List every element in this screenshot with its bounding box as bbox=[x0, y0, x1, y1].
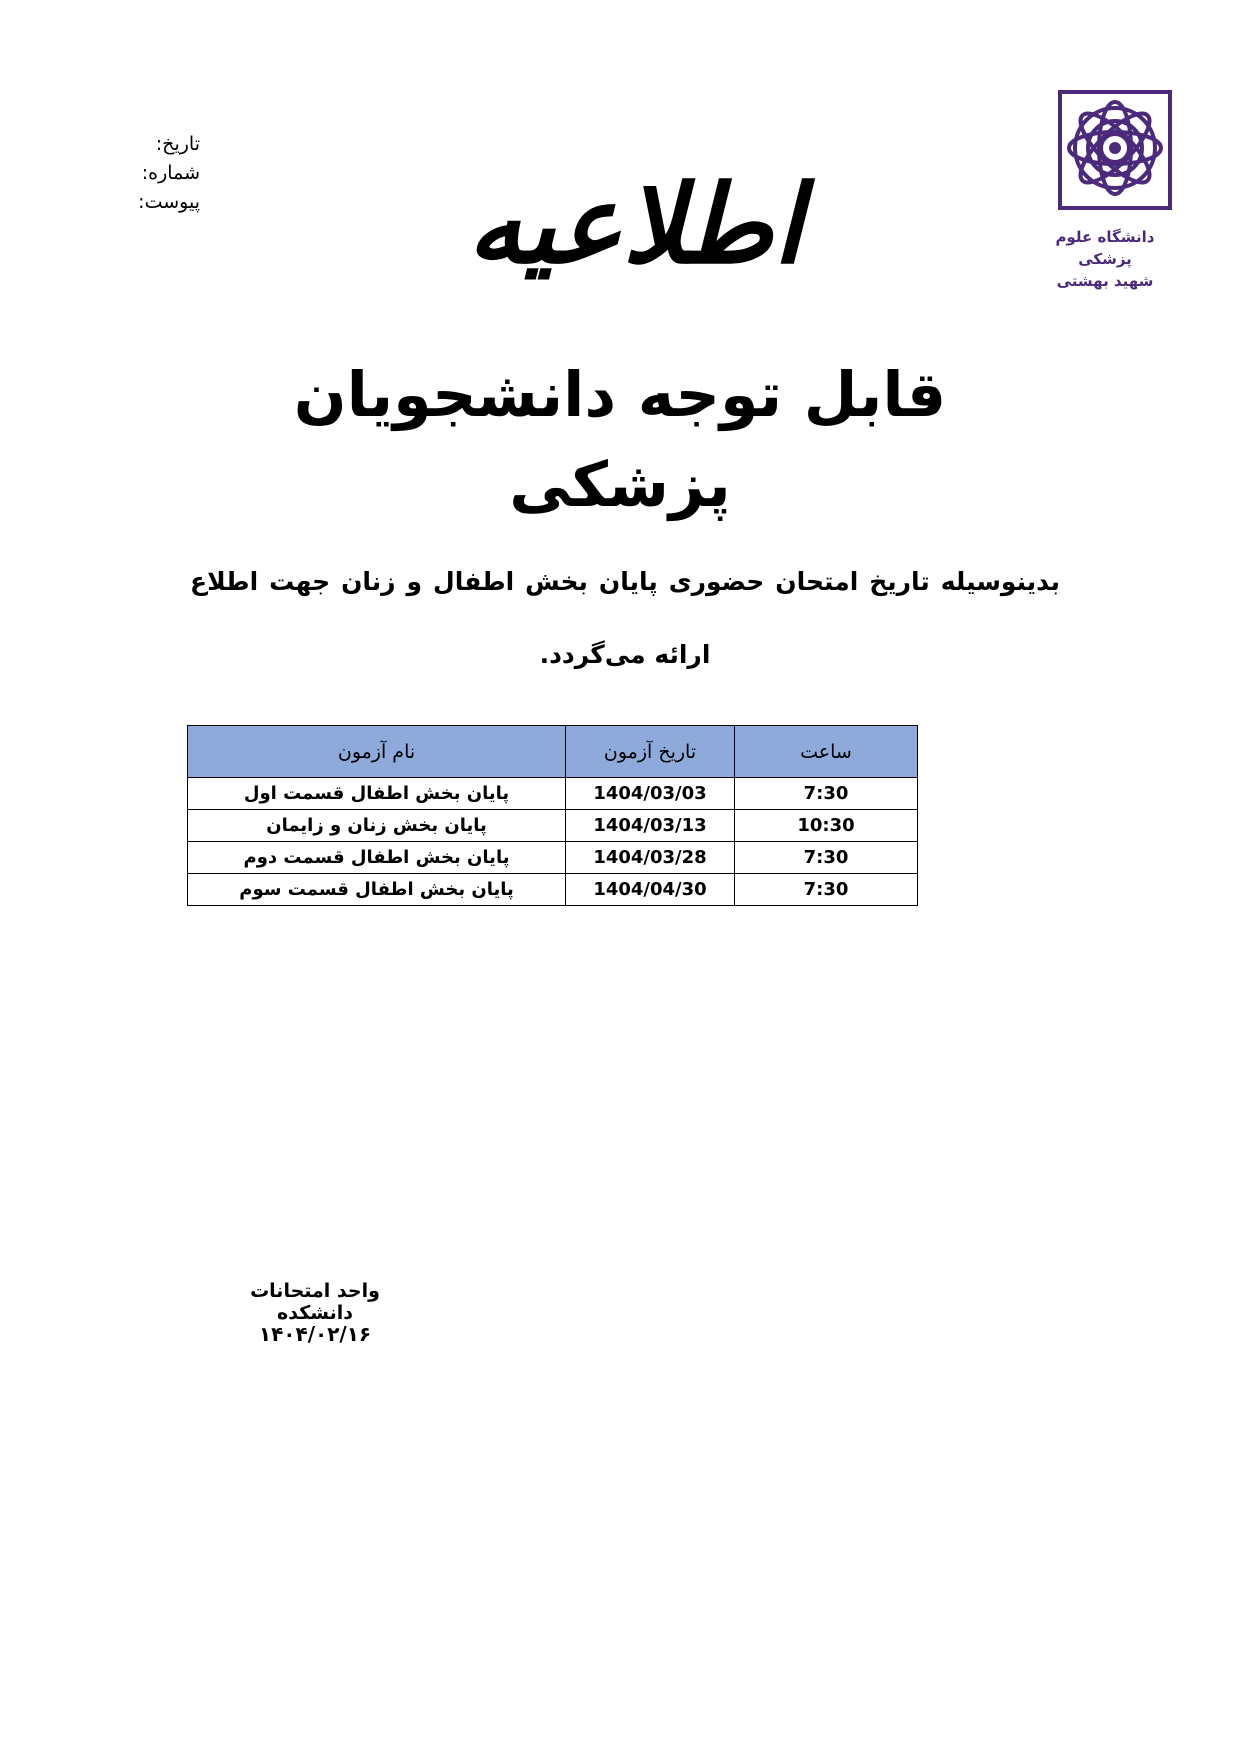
cell-time: 10:30 bbox=[735, 810, 918, 842]
university-name bbox=[1030, 226, 1180, 292]
attachment-label: پیوست: bbox=[138, 191, 200, 213]
cell-date: 1404/04/30 bbox=[566, 874, 735, 906]
cell-name: پایان بخش اطفال قسمت دوم bbox=[188, 842, 566, 874]
cell-name: پایان بخش زنان و زایمان bbox=[188, 810, 566, 842]
date-label: تاریخ: bbox=[155, 133, 200, 155]
cell-name: پایان بخش اطفال قسمت اول bbox=[188, 778, 566, 810]
signature-unit: واحد امتحانات دانشکده bbox=[250, 1280, 380, 1324]
rosette-logo-icon bbox=[1058, 90, 1172, 210]
university-logo bbox=[1030, 86, 1180, 290]
university-name-line-1: دانشگاه علوم پزشکی bbox=[1055, 228, 1155, 268]
cell-name: پایان بخش اطفال قسمت سوم bbox=[188, 874, 566, 906]
header-name: نام آزمون bbox=[188, 726, 566, 778]
announcement-subtitle: قابل توجه دانشجویان پزشکی bbox=[293, 358, 947, 521]
table-row bbox=[188, 842, 918, 874]
number-label: شماره: bbox=[141, 162, 200, 184]
header-date: تاریخ آزمون bbox=[566, 726, 735, 778]
university-name-line-2: شهید بهشتی bbox=[1056, 272, 1154, 290]
cell-time: 7:30 bbox=[735, 842, 918, 874]
letter-meta-labels bbox=[100, 130, 200, 217]
header-time: ساعت bbox=[735, 726, 918, 778]
cell-date: 1404/03/13 bbox=[566, 810, 735, 842]
cell-date: 1404/03/28 bbox=[566, 842, 735, 874]
cell-time: 7:30 bbox=[735, 874, 918, 906]
announcement-body: بدینوسیله تاریخ امتحان حضوری پایان بخش اطفال و زنان جهت اطلاع ارائه می‌گردد. bbox=[190, 567, 1060, 669]
table-row bbox=[188, 874, 918, 906]
table-row bbox=[188, 810, 918, 842]
signature-date: ۱۴۰۴/۰۲/۱۶ bbox=[258, 1322, 372, 1346]
table-row bbox=[188, 778, 918, 810]
cell-time: 7:30 bbox=[735, 778, 918, 810]
exam-schedule-table bbox=[187, 725, 918, 906]
cell-date: 1404/03/03 bbox=[566, 778, 735, 810]
table-header-row bbox=[188, 726, 918, 778]
announcement-title: اطلاعیه bbox=[467, 162, 803, 288]
